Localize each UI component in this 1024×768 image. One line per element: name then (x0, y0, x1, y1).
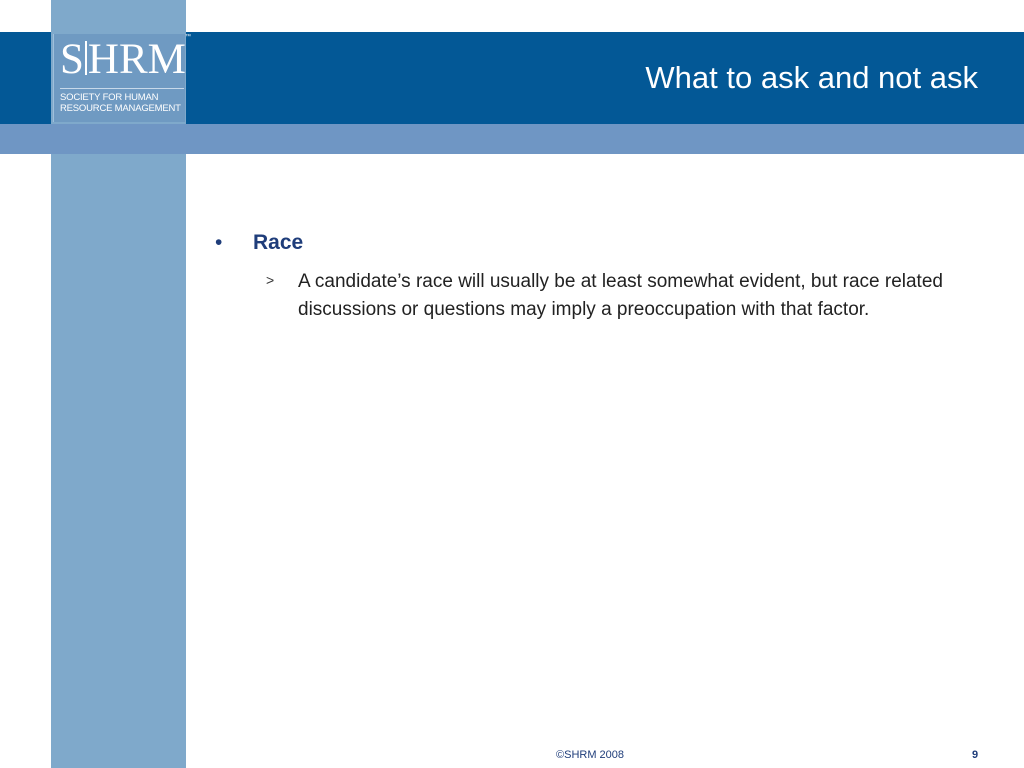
logo-divider (60, 88, 184, 89)
bullet-marker: • (215, 231, 223, 254)
page-number: 9 (972, 749, 979, 761)
subheader-band (0, 124, 1024, 154)
slide-title: What to ask and not ask (645, 60, 978, 95)
footer-copyright: ©SHRM 2008 (556, 749, 625, 761)
sub-bullet-marker: > (266, 272, 275, 288)
trademark-mark: ™ (185, 34, 191, 40)
logo-letters-s: S (60, 36, 84, 83)
logo-wordmark (60, 36, 186, 84)
logo-subtitle (60, 92, 186, 114)
shrm-logo (51, 32, 186, 124)
bullet-item (215, 230, 303, 256)
logo-subtitle-line2: RESOURCE MANAGEMENT (60, 103, 181, 114)
bullet-text: Race (253, 231, 304, 254)
logo-letters-hrm: HRM (87, 36, 186, 83)
sub-bullet-text: A candidate’s race will usually be at least somewhat evident, but race related discussions or questions may imply a preoccupation with that factor. (298, 271, 943, 320)
logo-subtitle-line1: SOCIETY FOR HUMAN (60, 92, 159, 103)
logo-separator (85, 41, 87, 75)
logo-panel (53, 34, 185, 122)
